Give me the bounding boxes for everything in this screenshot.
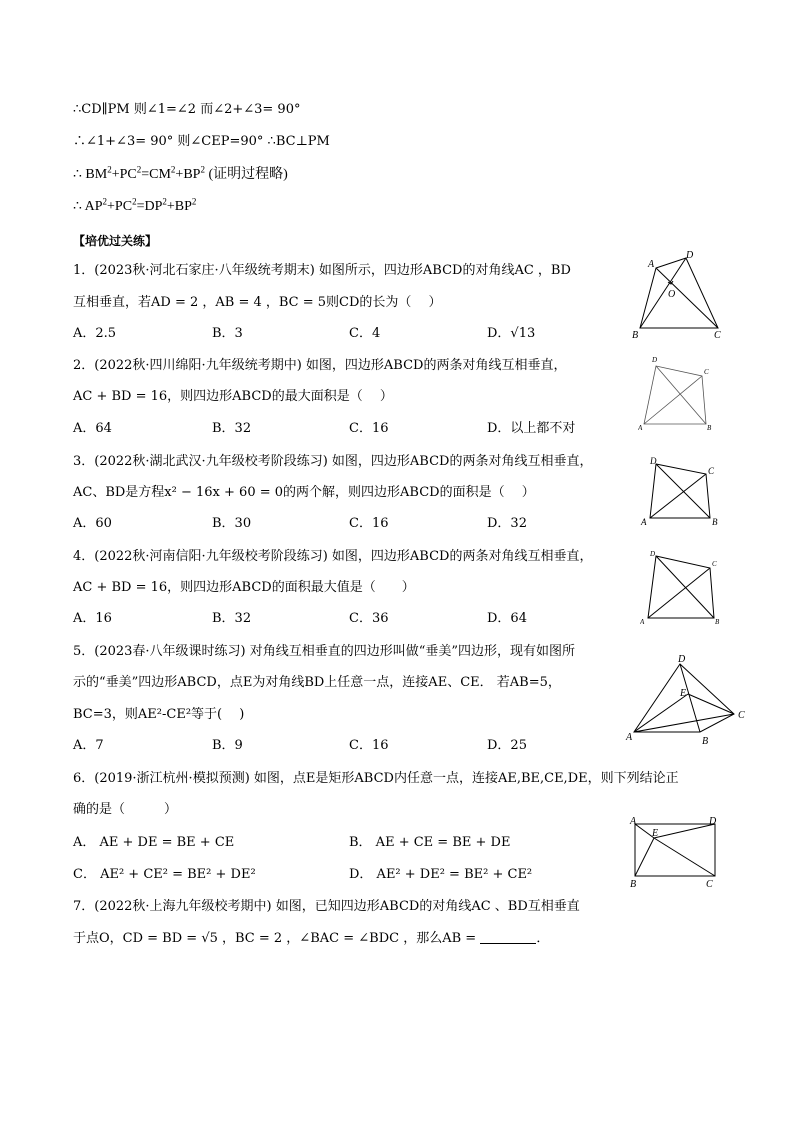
q1-option-a[interactable]: A．2.5 <box>73 326 117 341</box>
label-D: D <box>652 356 658 364</box>
q5-stem-line3: BC=3，则AE²-CE²等于( ) <box>73 707 245 722</box>
label-O: O <box>668 289 676 300</box>
sup: 2 <box>200 164 205 175</box>
label-B: B <box>702 736 709 747</box>
label-E: E <box>652 828 659 839</box>
proof-line-1: ∴CD∥PM 则∠1=∠2 而∠2+∠3= 90° <box>73 102 301 117</box>
q2-stem-line2: AC + BD = 16，则四边形ABCD的最大面积是（ ） <box>73 389 393 404</box>
label-C: C <box>708 466 715 476</box>
q4-option-d[interactable]: D．64 <box>487 611 527 626</box>
label-B: B <box>707 424 712 432</box>
q1-stem-line1: 1．(2023秋·河北石家庄·八年级统考期末) 如图所示，四边形ABCD的对角线AC ，BD <box>73 263 571 278</box>
label-D: D <box>709 816 717 827</box>
section-title: 【培优过关练】 <box>73 234 158 248</box>
label-A: A <box>640 618 645 626</box>
q5-option-c[interactable]: C．16 <box>349 738 389 753</box>
q7-stem-line2 <box>73 930 549 948</box>
q4-option-b[interactable]: B．32 <box>212 611 252 626</box>
q5-stem-line2: 示的“垂美”四边形ABCD，点E为对角线BD上任意一点，连接AE、CE． 若AB=5， <box>73 675 561 690</box>
q6-option-d[interactable]: D． AE² + DE² = BE² + CE² <box>349 867 533 882</box>
label-C: C <box>704 368 709 376</box>
label-E: E <box>680 688 687 699</box>
q1-option-d[interactable]: D．√13 <box>487 326 536 341</box>
sup: 2 <box>107 164 112 175</box>
sup: 2 <box>136 164 142 175</box>
label-C: C <box>706 879 713 890</box>
q6-figure <box>626 814 724 890</box>
proof-text: +BP <box>166 199 192 214</box>
label-D: D <box>678 654 686 665</box>
label-B: B <box>630 879 637 890</box>
q2-stem-line1: 2．(2022秋·四川绵阳·九年级统考期中) 如图，四边形ABCD的两条对角线互相垂直， <box>73 358 567 373</box>
q6-option-a[interactable]: A． AE + DE = BE + CE <box>73 835 235 850</box>
q5-figure <box>622 650 752 748</box>
label-D: D <box>686 250 694 261</box>
q3-option-c[interactable]: C．16 <box>349 516 389 531</box>
q1-option-b[interactable]: B．3 <box>212 326 243 341</box>
q7-stem-text: 于点O，CD = BD = √5 ，BC = 2 ，∠BAC = ∠BDC ，那么AB = <box>73 931 477 946</box>
label-B: B <box>712 517 718 527</box>
q5-option-b[interactable]: B．9 <box>212 738 243 753</box>
proof-line-4 <box>73 198 196 216</box>
label-D: D <box>650 550 656 558</box>
label-A: A <box>641 517 647 527</box>
q7-stem-line1: 7．(2022秋·上海九年级校考期中) 如图，已知四边形ABCD的对角线AC 、BD互相垂直 <box>73 899 580 914</box>
q3-stem-line2: AC、BD是方程x² − 16x + 60 = 0的两个解，则四边形ABCD的面积是（ ） <box>73 485 535 500</box>
q2-option-b[interactable]: B．32 <box>212 421 252 436</box>
sup: 2 <box>162 196 167 207</box>
q3-option-b[interactable]: B．30 <box>212 516 252 531</box>
label-D: D <box>650 456 657 466</box>
label-A: A <box>626 732 633 743</box>
proof-text: (证明过程略) <box>204 167 288 182</box>
q1-figure <box>628 248 728 342</box>
proof-text: ∴ BM <box>73 167 108 182</box>
q1-option-c[interactable]: C．4 <box>349 326 381 341</box>
label-A: A <box>638 424 643 432</box>
label-B: B <box>715 618 720 626</box>
q5-option-a[interactable]: A．7 <box>73 738 104 753</box>
q5-option-d[interactable]: D．25 <box>487 738 527 753</box>
q4-figure <box>640 546 722 626</box>
q2-option-d[interactable]: D．以上都不对 <box>487 421 576 436</box>
q2-figure <box>638 352 718 434</box>
proof-line-2: ∴∠1+∠3= 90° 则∠CEP=90° ∴BC⊥PM <box>73 134 330 149</box>
q4-stem-line1: 4．(2022秋·河南信阳·九年级校考阶段练习) 如图，四边形ABCD的两条对角线互相垂直， <box>73 549 593 564</box>
label-C: C <box>714 330 721 341</box>
q2-option-a[interactable]: A．64 <box>73 421 112 436</box>
q4-option-a[interactable]: A．16 <box>73 611 112 626</box>
q3-option-d[interactable]: D．32 <box>487 516 527 531</box>
q7-answer-blank[interactable] <box>480 930 536 944</box>
label-C: C <box>738 710 745 721</box>
proof-text: ∴ AP <box>73 199 103 214</box>
label-C: C <box>712 560 717 568</box>
proof-text: +PC <box>111 167 137 182</box>
q5-stem-line1: 5．(2023春·八年级课时练习) 对角线互相垂直的四边形叫做“垂美”四边形，现有如图所 <box>73 644 576 659</box>
q4-option-c[interactable]: C．36 <box>349 611 389 626</box>
sup: 2 <box>170 164 176 175</box>
proof-text: =DP <box>136 199 163 214</box>
q3-stem-line1: 3．(2022秋·湖北武汉·九年级校考阶段练习) 如图，四边形ABCD的两条对角线互相垂直， <box>73 454 593 469</box>
label-A: A <box>648 259 655 270</box>
proof-text: =CM <box>141 167 171 182</box>
label-B: B <box>632 330 639 341</box>
q1-stem-line2: 互相垂直，若AD = 2 ，AB = 4 ，BC = 5则CD的长为（ ） <box>73 295 442 310</box>
q4-stem-line2: AC + BD = 16，则四边形ABCD的面积最大值是（ ） <box>73 580 415 595</box>
proof-line-3 <box>73 166 288 184</box>
sup: 2 <box>132 196 137 207</box>
q3-option-a[interactable]: A．60 <box>73 516 112 531</box>
sup: 2 <box>191 196 197 207</box>
q7-stem-end: ． <box>536 931 550 946</box>
q6-option-c[interactable]: C． AE² + CE² = BE² + DE² <box>73 867 256 882</box>
label-A: A <box>630 816 637 827</box>
sup: 2 <box>102 196 108 207</box>
q6-stem-line2: 确的是（ ） <box>73 802 178 817</box>
proof-text: +PC <box>107 199 133 214</box>
proof-text: +BP <box>175 167 201 182</box>
q3-figure <box>640 452 722 530</box>
q6-option-b[interactable]: B． AE + CE = BE + DE <box>349 835 511 850</box>
q2-option-c[interactable]: C．16 <box>349 421 389 436</box>
q6-stem-line1: 6．(2019·浙江杭州·模拟预测) 如图，点E是矩形ABCD内任意一点，连接AE,BE,CE,DE，则下列结论正 <box>73 771 679 786</box>
